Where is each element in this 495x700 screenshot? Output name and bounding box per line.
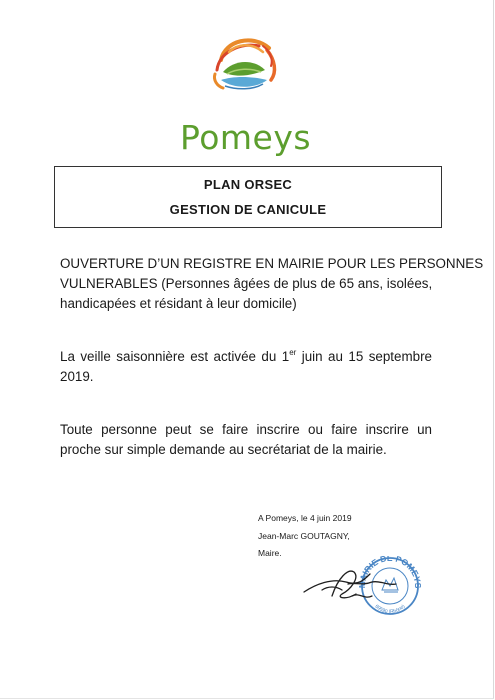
mayor-name: Jean-Marc GOUTAGNY,: [258, 530, 350, 541]
mayor-title: Maire.: [258, 548, 282, 558]
signature-stamp-graphic: [302, 556, 424, 624]
logo-wordmark: Pomeys: [180, 118, 312, 157]
vigil-line-1: [60, 347, 432, 367]
registry-line-2: VULNERABLES (Personnes âgées de plus de 65 ans, isolées,: [60, 276, 433, 291]
svg-text:69590 (Rhône): [374, 604, 407, 616]
registration-line-2: proche sur simple demande au secrétariat de la mairie.: [60, 442, 387, 457]
plan-subtitle: GESTION DE CANICULE: [169, 202, 327, 217]
vigil-ordinal: er: [289, 348, 297, 357]
pomeys-logo: [180, 30, 312, 157]
signature-and-stamp: [302, 556, 424, 624]
logo-emblem-icon: [207, 30, 283, 118]
registry-paragraph: [60, 254, 484, 314]
vigil-paragraph: [60, 347, 432, 387]
place-date: A Pomeys, le 4 juin 2019: [258, 513, 352, 523]
signature-block: [258, 510, 352, 563]
stamp-text: MAIRIE DE POMEYS: [356, 556, 424, 589]
vigil-text-end: juin au 15 septembre: [296, 349, 432, 364]
mayor-stamp-icon: [357, 556, 423, 615]
vigil-text-start: La veille saisonnière est activée du 1: [60, 349, 290, 364]
handwritten-signature-icon: [304, 571, 396, 598]
stamp-subtext: 69590 (Rhône): [373, 603, 407, 616]
vigil-line-2: 2019.: [60, 369, 94, 384]
plan-title: PLAN ORSEC: [203, 177, 293, 192]
registry-line-1: OUVERTURE D’UN REGISTRE EN MAIRIE POUR LES PERSONNES: [60, 256, 484, 271]
registration-paragraph: [60, 420, 432, 460]
registry-line-3: handicapées et résidant à leur domicile): [60, 296, 297, 311]
registration-line-1: Toute personne peut se faire inscrire ou faire inscrire un: [60, 422, 432, 437]
title-box: [54, 166, 442, 228]
